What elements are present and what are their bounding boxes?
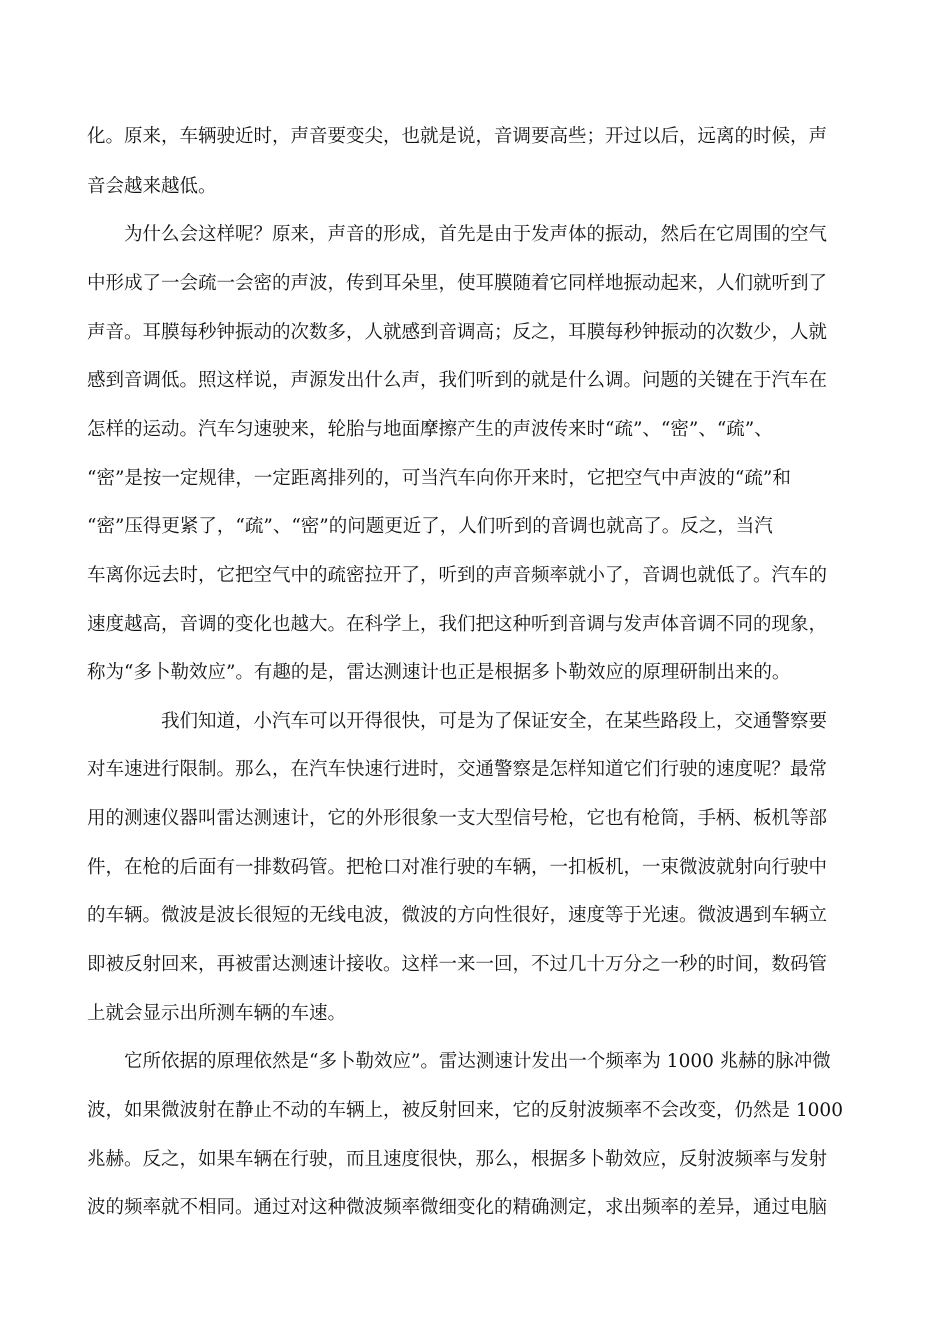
text-line: 音会越来越低。	[87, 176, 217, 197]
text-line: 它所依据的原理依然是“多卜勒效应”。雷达测速计发出一个频率为 1000 兆赫的脉冲微	[124, 1051, 831, 1072]
text-line: 中形成了一会疏一会密的声波，传到耳朵里，使耳膜随着它同样地振动起来，人们就听到了	[87, 273, 828, 294]
text-line: 为什么会这样呢？原来，声音的形成，首先是由于发声体的振动，然后在它周围的空气	[124, 224, 828, 245]
text-line: 我们知道，小汽车可以开得很快，可是为了保证安全，在某些路段上，交通警察要	[161, 711, 828, 732]
text-line: 即被反射回来，再被雷达测速计接收。这样一来一回，不过几十万分之一秒的时间，数码管	[87, 954, 828, 975]
text-line: 上就会显示出所测车辆的车速。	[87, 1003, 347, 1024]
text-line: 波的频率就不相同。通过对这种微波频率微细变化的精确测定，求出频率的差异，通过电脑	[87, 1197, 828, 1218]
text-line: 速度越高，音调的变化也越大。在科学上，我们把这种听到音调与发声体音调不同的现象，	[87, 614, 828, 635]
text-line: “密”是按一定规律，一定距离排列的，可当汽车向你开来时，它把空气中声波的“疏”和	[87, 468, 791, 489]
text-line: 对车速进行限制。那么，在汽车快速行进时，交通警察是怎样知道它们行驶的速度呢？最常	[87, 759, 828, 780]
text-line: 波，如果微波射在静止不动的车辆上，被反射回来，它的反射波频率不会改变，仍然是 1000	[87, 1100, 843, 1121]
text-line: 车离你远去时，它把空气中的疏密拉开了，听到的声音频率就小了，音调也就低了。汽车的	[87, 565, 828, 586]
text-line: 化。原来，车辆驶近时，声音要变尖，也就是说，音调要高些；开过以后，远离的时候，声	[87, 126, 828, 147]
text-line: 件，在枪的后面有一排数码管。把枪口对准行驶的车辆，一扣板机，一束微波就射向行驶中	[87, 857, 828, 878]
text-line: 兆赫。反之，如果车辆在行驶，而且速度很快，那么，根据多卜勒效应，反射波频率与发射	[87, 1149, 828, 1170]
text-line: 感到音调低。照这样说，声源发出什么声，我们听到的就是什么调。问题的关键在于汽车在	[87, 370, 828, 391]
text-line: “密”压得更紧了，“疏”、“密”的问题更近了，人们听到的音调也就高了。反之，当汽	[87, 516, 773, 537]
text-line: 称为“多卜勒效应”。有趣的是，雷达测速计也正是根据多卜勒效应的原理研制出来的。	[87, 662, 791, 683]
text-line: 怎样的运动。汽车匀速驶来，轮胎与地面摩擦产生的声波传来时“疏”、“密”、“疏”、	[87, 419, 773, 440]
text-line: 声音。耳膜每秒钟振动的次数多，人就感到音调高；反之，耳膜每秒钟振动的次数少，人就	[87, 322, 828, 343]
text-line: 用的测速仪器叫雷达测速计，它的外形很象一支大型信号枪，它也有枪筒，手柄、板机等部	[87, 808, 828, 829]
text-line: 的车辆。微波是波长很短的无线电波，微波的方向性很好，速度等于光速。微波遇到车辆立	[87, 905, 828, 926]
